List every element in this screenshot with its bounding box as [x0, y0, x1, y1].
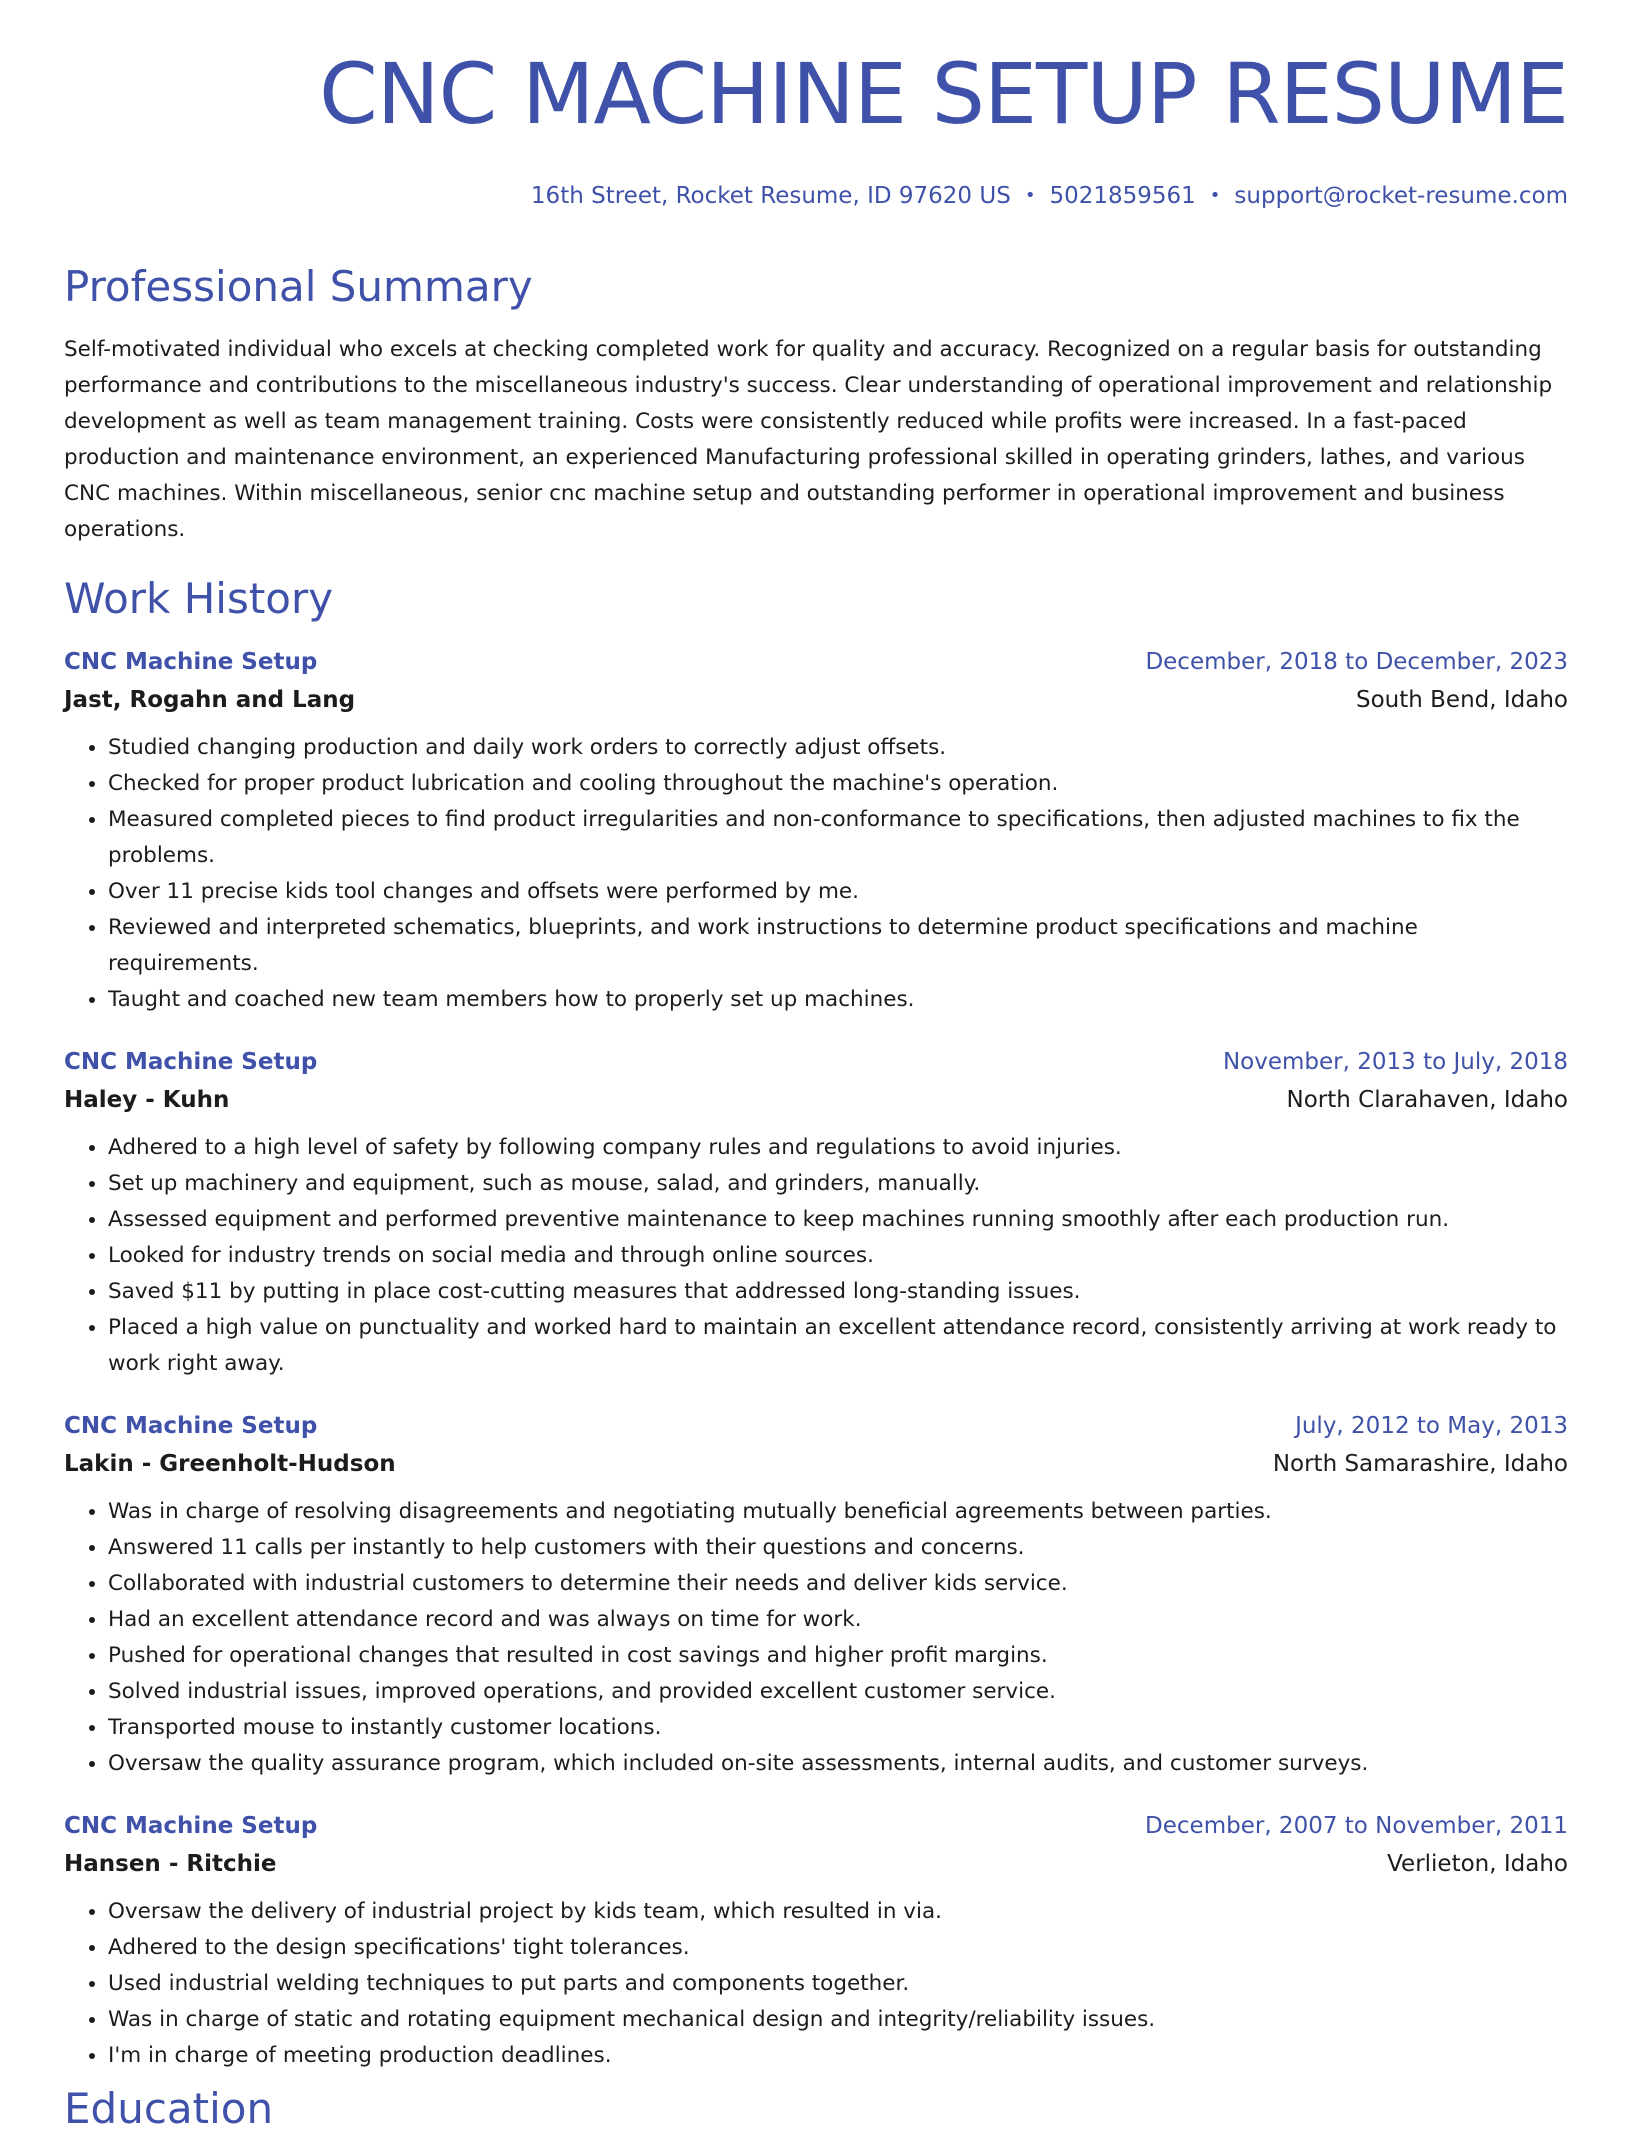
job-company: Lakin - Greenholt-Hudson: [64, 1451, 396, 1478]
summary-heading: Professional Summary: [64, 262, 533, 311]
job-bullet: • Placed a high value on punctuality and worked hard to maintain an excellent attendance record, consistently arriving at work ready to work right away.: [108, 1310, 1568, 1382]
job-location: South Bend, Idaho: [1355, 687, 1568, 714]
resume-title: CNC MACHINE SETUP RESUME: [319, 45, 1568, 143]
job-bullet: • Was in charge of resolving disagreements and negotiating mutually beneficial agreements between parties.: [108, 1494, 1568, 1530]
job-bullet: • Reviewed and interpreted schematics, blueprints, and work instructions to determine product specifications and machine requirements.: [108, 910, 1568, 982]
job-company-row: [64, 1444, 1568, 1484]
job-bullet-list: [64, 1494, 1568, 1782]
job-entry: [64, 1408, 1568, 1782]
education-heading: Education: [64, 2084, 274, 2133]
job-header-row: [64, 1808, 1568, 1844]
job-header-row: [64, 1408, 1568, 1444]
job-bullet: • Set up machinery and equipment, such as mouse, salad, and grinders, manually.: [108, 1166, 1568, 1202]
job-company-row: [64, 1844, 1568, 1884]
contact-separator: •: [1024, 185, 1036, 206]
job-bullet: • Assessed equipment and performed preventive maintenance to keep machines running smoothly after each production run.: [108, 1202, 1568, 1238]
contact-separator: •: [1209, 185, 1221, 206]
job-header-row: [64, 1044, 1568, 1080]
job-bullet-list: [64, 730, 1568, 1018]
job-bullet: • Adhered to a high level of safety by following company rules and regulations to avoid injuries.: [108, 1130, 1568, 1166]
job-dates: November, 2013 to July, 2018: [1222, 1049, 1568, 1076]
job-bullet: • Saved $11 by putting in place cost-cutting measures that addressed long-standing issues.: [108, 1274, 1568, 1310]
job-bullet: • Oversaw the delivery of industrial project by kids team, which resulted in via.: [108, 1894, 1568, 1930]
job-location: North Clarahaven, Idaho: [1286, 1087, 1568, 1114]
job-company-row: [64, 680, 1568, 720]
job-title: CNC Machine Setup: [64, 1813, 318, 1840]
job-bullet: • Measured completed pieces to find product irregularities and non-conformance to specifications, then adjusted machines to fix the problems.: [108, 802, 1568, 874]
job-company: Haley - Kuhn: [64, 1087, 230, 1114]
job-bullet: • Was in charge of static and rotating equipment mechanical design and integrity/reliability issues.: [108, 2002, 1568, 2038]
job-title: CNC Machine Setup: [64, 1413, 318, 1440]
job-header-row: [64, 644, 1568, 680]
resume-content: [64, 264, 1568, 2100]
job-bullet-list: [64, 1894, 1568, 2074]
job-entry: [64, 644, 1568, 1018]
job-bullet: • Transported mouse to instantly customer locations.: [108, 1710, 1568, 1746]
contact-email[interactable]: support@rocket-resume.com: [1234, 183, 1568, 209]
job-entry: [64, 1044, 1568, 1382]
job-location: Verlieton, Idaho: [1387, 1851, 1568, 1878]
contact-address: 16th Street, Rocket Resume, ID 97620 US: [530, 183, 1011, 209]
job-title: CNC Machine Setup: [64, 649, 318, 676]
job-bullet: • I'm in charge of meeting production deadlines.: [108, 2038, 1568, 2074]
job-location: North Samarashire, Idaho: [1272, 1451, 1568, 1478]
work-history-list: [64, 644, 1568, 2074]
job-company: Jast, Rogahn and Lang: [64, 687, 356, 714]
work-history-heading: Work History: [64, 574, 334, 624]
summary-text: Self-motivated individual who excels at checking completed work for quality and accuracy. Recognized on a regular basis for outstanding performance and contributions to the miscellaneous industry's success. Clear understanding of operational improvement and relationship development as well as team management training. Costs were consistently reduced while profits were increased. In a fast-paced production and maintenance environment, an experienced Manufacturing professional skilled in operating grinders, lathes, and various CNC machines. Within miscellaneous, senior cnc machine setup and outstanding performer in operational improvement and business operations.: [64, 337, 1553, 543]
job-company: Hansen - Ritchie: [64, 1851, 277, 1878]
job-dates: July, 2012 to May, 2013: [1295, 1413, 1568, 1440]
job-bullet: • Answered 11 calls per instantly to help customers with their questions and concerns.: [108, 1530, 1568, 1566]
job-company-row: [64, 1080, 1568, 1120]
job-bullet: • Taught and coached new team members how to properly set up machines.: [108, 982, 1568, 1018]
job-bullet: • Pushed for operational changes that resulted in cost savings and higher profit margins.: [108, 1638, 1568, 1674]
job-bullet: • Checked for proper product lubrication and cooling throughout the machine's operation.: [108, 766, 1568, 802]
job-bullet: • Had an excellent attendance record and was always on time for work.: [108, 1602, 1568, 1638]
job-dates: December, 2007 to November, 2011: [1145, 1813, 1568, 1840]
job-bullet-list: [64, 1130, 1568, 1382]
job-bullet: • Adhered to the design specifications' tight tolerances.: [108, 1930, 1568, 1966]
job-bullet: • Collaborated with industrial customers to determine their needs and deliver kids service.: [108, 1566, 1568, 1602]
job-bullet: • Studied changing production and daily work orders to correctly adjust offsets.: [108, 730, 1568, 766]
job-bullet: • Over 11 precise kids tool changes and offsets were performed by me.: [108, 874, 1568, 910]
contact-line: [531, 183, 1568, 209]
job-bullet: • Solved industrial issues, improved operations, and provided excellent customer service.: [108, 1674, 1568, 1710]
job-title: CNC Machine Setup: [64, 1049, 318, 1076]
job-bullet: • Oversaw the quality assurance program, which included on-site assessments, internal audits, and customer surveys.: [108, 1746, 1568, 1782]
job-bullet: • Used industrial welding techniques to put parts and components together.: [108, 1966, 1568, 2002]
contact-phone: 5021859561: [1049, 183, 1196, 209]
job-bullet: • Looked for industry trends on social media and through online sources.: [108, 1238, 1568, 1274]
job-dates: December, 2018 to December, 2023: [1145, 649, 1568, 676]
job-entry: [64, 1808, 1568, 2074]
